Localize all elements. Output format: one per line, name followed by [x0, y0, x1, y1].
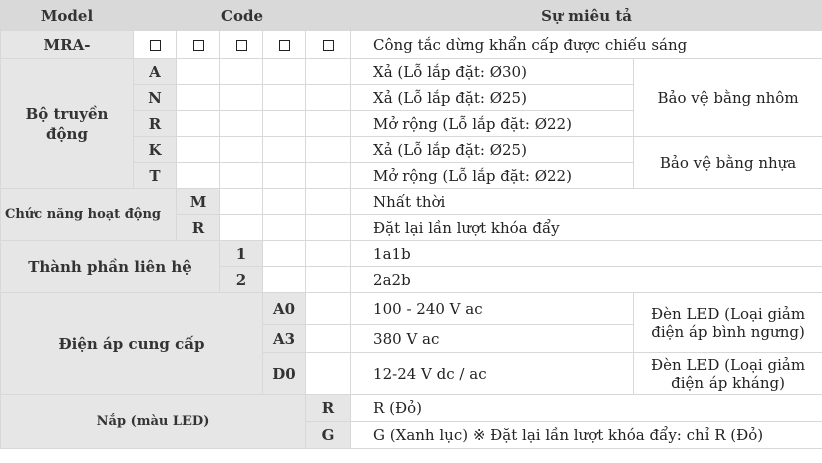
voltage-label: Điện áp cung cấp — [1, 293, 263, 395]
code-slot-3 — [220, 31, 263, 59]
square-icon — [150, 40, 161, 51]
voltage-note-resistor: Đèn LED (Loại giảm điện áp kháng) — [634, 353, 822, 395]
cover-description: R (Đỏ) — [351, 395, 822, 422]
voltage-code: A3 — [263, 325, 306, 353]
actuator-code: A — [134, 59, 177, 85]
actuator-code: T — [134, 163, 177, 189]
cover-description: G (Xanh lục) ※ Đặt lại lần lượt khóa đẩy: chỉ R (Đỏ) — [351, 422, 822, 449]
actuator-note-aluminum: Bảo vệ bằng nhôm — [634, 59, 822, 137]
contact-row — [1, 241, 822, 267]
square-icon — [193, 40, 204, 51]
model-description: Công tắc dừng khẩn cấp được chiếu sáng — [351, 31, 822, 59]
square-icon — [236, 40, 247, 51]
function-description: Đặt lại lần lượt khóa đẩy — [351, 215, 822, 241]
actuator-description: Mở rộng (Lỗ lắp đặt: Ø22) — [351, 163, 634, 189]
actuator-note-plastic: Bảo vệ bằng nhựa — [634, 137, 822, 189]
actuator-description: Xả (Lỗ lắp đặt: Ø30) — [351, 59, 634, 85]
voltage-description: 100 - 240 V ac — [351, 293, 634, 325]
header-description: Sự miêu tả — [351, 1, 822, 31]
actuator-description: Mở rộng (Lỗ lắp đặt: Ø22) — [351, 111, 634, 137]
square-icon — [323, 40, 334, 51]
contact-description: 1a1b — [351, 241, 822, 267]
contact-label: Thành phần liên hệ — [1, 241, 220, 293]
model-prefix: MRA- — [1, 31, 134, 59]
model-row — [1, 31, 822, 59]
actuator-label: Bộ truyền động — [1, 59, 134, 189]
actuator-description: Xả (Lỗ lắp đặt: Ø25) — [351, 137, 634, 163]
voltage-description: 380 V ac — [351, 325, 634, 353]
function-label: Chức năng hoạt động — [1, 189, 177, 241]
function-code: M — [177, 189, 220, 215]
voltage-code: A0 — [263, 293, 306, 325]
function-row — [1, 189, 822, 215]
voltage-note-capacitor: Đèn LED (Loại giảm điện áp bình ngưng) — [634, 293, 822, 353]
square-icon — [279, 40, 290, 51]
cover-code: G — [306, 422, 351, 449]
header-row — [1, 1, 822, 31]
actuator-row — [1, 59, 822, 85]
actuator-description: Xả (Lỗ lắp đặt: Ø25) — [351, 85, 634, 111]
header-model: Model — [1, 1, 134, 31]
actuator-code: R — [134, 111, 177, 137]
actuator-code: N — [134, 85, 177, 111]
voltage-row — [1, 293, 822, 325]
function-description: Nhất thời — [351, 189, 822, 215]
contact-code: 1 — [220, 241, 263, 267]
cover-label: Nắp (màu LED) — [1, 395, 306, 449]
contact-code: 2 — [220, 267, 263, 293]
code-slot-4 — [263, 31, 306, 59]
function-code: R — [177, 215, 220, 241]
cover-code: R — [306, 395, 351, 422]
code-slot-5 — [306, 31, 351, 59]
actuator-code: K — [134, 137, 177, 163]
voltage-code: D0 — [263, 353, 306, 395]
code-slot-1 — [134, 31, 177, 59]
code-slot-2 — [177, 31, 220, 59]
voltage-description: 12-24 V dc / ac — [351, 353, 634, 395]
contact-description: 2a2b — [351, 267, 822, 293]
header-code: Code — [134, 1, 351, 31]
cover-row — [1, 395, 822, 422]
